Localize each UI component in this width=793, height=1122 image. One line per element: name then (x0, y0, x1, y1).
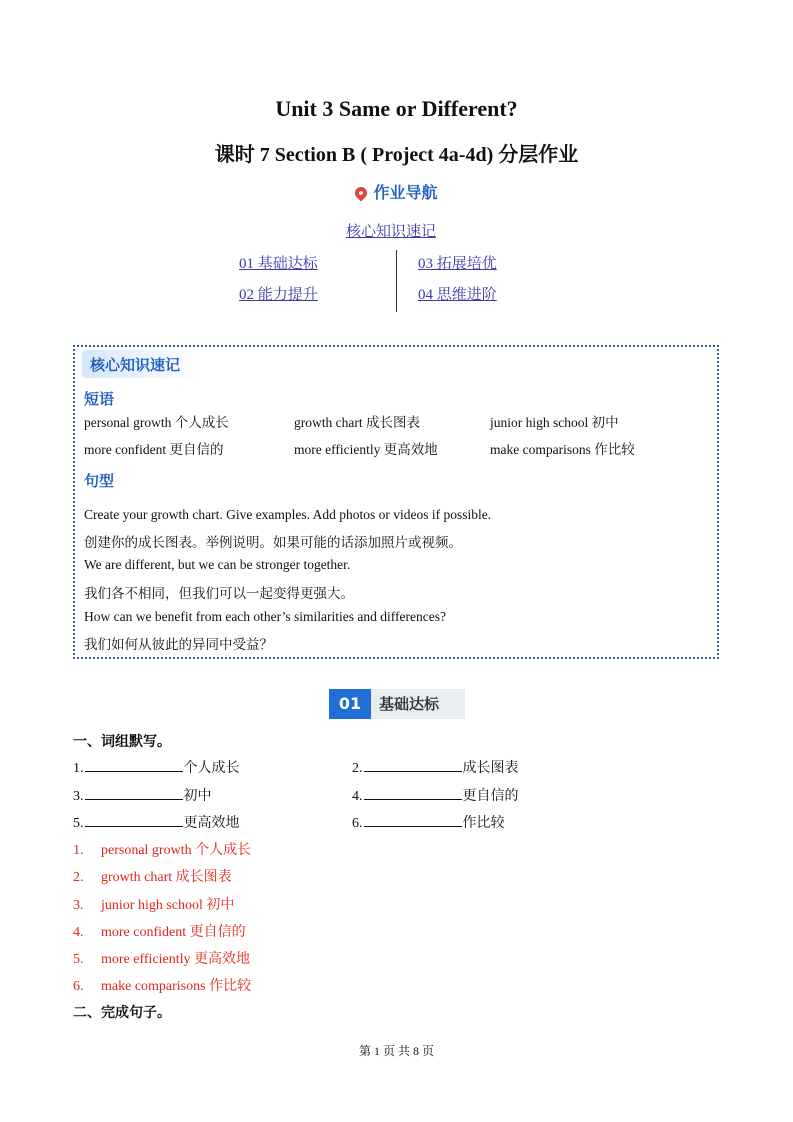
section-label: 基础达标 (371, 689, 465, 719)
question-1-title: 一、词组默写。 (73, 734, 171, 750)
blank-hint: 初中 (183, 789, 212, 804)
blank-item (73, 757, 240, 777)
answer-line (73, 866, 232, 886)
answer-blank[interactable] (85, 785, 183, 800)
blank-number: 2. (352, 761, 363, 776)
answer-number: 5. (73, 952, 84, 967)
knowledge-box-title: 核心知识速记 (90, 356, 181, 374)
answer-blank[interactable] (85, 812, 183, 827)
answer-number: 3. (73, 898, 84, 913)
nav-divider (396, 250, 397, 312)
sentence-zh: 我们如何从彼此的异同中受益？ (84, 637, 273, 652)
blank-hint: 更高效地 (183, 816, 240, 831)
phrase-item: more confident 更自信的 (84, 442, 224, 457)
answer-number: 4. (73, 925, 84, 940)
sentences-label: 句型 (84, 472, 115, 490)
blank-hint: 个人成长 (183, 761, 240, 776)
answer-blank[interactable] (85, 757, 183, 772)
nav-link-extension[interactable]: 03 拓展培优 (418, 256, 497, 272)
answer-text: make comparisons 作比较 (101, 979, 252, 994)
phrase-item: growth chart 成长图表 (294, 415, 420, 430)
answer-text: more confident 更自信的 (101, 925, 246, 940)
phrases-label: 短语 (84, 390, 115, 408)
nav-link-core-knowledge[interactable]: 核心知识速记 (346, 224, 437, 240)
blank-item (352, 785, 519, 805)
answer-blank[interactable] (364, 812, 462, 827)
lesson-subtitle: 课时 7 Section B ( Project 4a-4d) 分层作业 (214, 144, 579, 166)
answer-number: 6. (73, 979, 84, 994)
blank-number: 3. (73, 789, 84, 804)
sentence-en: Create your growth chart. Give examples. Add photos or videos if possible. (84, 507, 492, 522)
phrase-item: personal growth 个人成长 (84, 415, 229, 430)
sentence-zh: 创建你的成长图表。举例说明。如果可能的话添加照片或视频。 (84, 535, 462, 550)
phrase-item: make comparisons 作比较 (490, 442, 635, 457)
answer-line (73, 975, 251, 995)
answer-blank[interactable] (364, 757, 462, 772)
blank-hint: 更自信的 (462, 789, 519, 804)
page-title: Unit 3 Same or Different? (275, 96, 518, 121)
nav-heading (0, 180, 793, 203)
answer-text: junior high school 初中 (101, 898, 235, 913)
blank-item (352, 757, 519, 777)
knowledge-box-header (82, 350, 202, 378)
sentence-en: How can we benefit from each other’s similarities and differences? (84, 609, 446, 624)
location-pin-icon (353, 185, 370, 202)
nav-heading-text: 作业导航 (373, 183, 438, 202)
blank-item (73, 785, 212, 805)
answer-line (73, 948, 250, 968)
sentence-en: We are different, but we can be stronger together. (84, 557, 351, 572)
nav-link-ability[interactable]: 02 能力提升 (239, 287, 318, 303)
section-badge (329, 689, 465, 719)
question-2-title: 二、完成句子。 (73, 1005, 171, 1021)
answer-line (73, 921, 246, 941)
phrase-item: junior high school 初中 (490, 415, 619, 430)
blank-number: 1. (73, 761, 84, 776)
nav-link-thinking[interactable]: 04 思维进阶 (418, 287, 497, 303)
answer-text: growth chart 成长图表 (101, 870, 232, 885)
blank-number: 4. (352, 789, 363, 804)
answer-blank[interactable] (364, 785, 462, 800)
answer-line (73, 894, 234, 914)
sentence-zh: 我们各不相同，但我们可以一起变得更强大。 (84, 586, 354, 601)
blank-hint: 作比较 (462, 816, 505, 831)
page-footer: 第 1 页 共 8 页 (358, 1044, 434, 1058)
answer-number: 2. (73, 870, 84, 885)
answer-number: 1. (73, 843, 84, 858)
blank-number: 5. (73, 816, 84, 831)
answer-line (73, 839, 251, 859)
answer-text: personal growth 个人成长 (101, 843, 252, 858)
answer-text: more efficiently 更高效地 (101, 952, 251, 967)
blank-item (352, 812, 505, 832)
nav-link-basic[interactable]: 01 基础达标 (239, 256, 318, 272)
phrase-item: more efficiently 更高效地 (294, 442, 438, 457)
blank-item (73, 812, 240, 832)
blank-hint: 成长图表 (462, 761, 519, 776)
blank-number: 6. (352, 816, 363, 831)
section-number: 01 (329, 689, 371, 719)
